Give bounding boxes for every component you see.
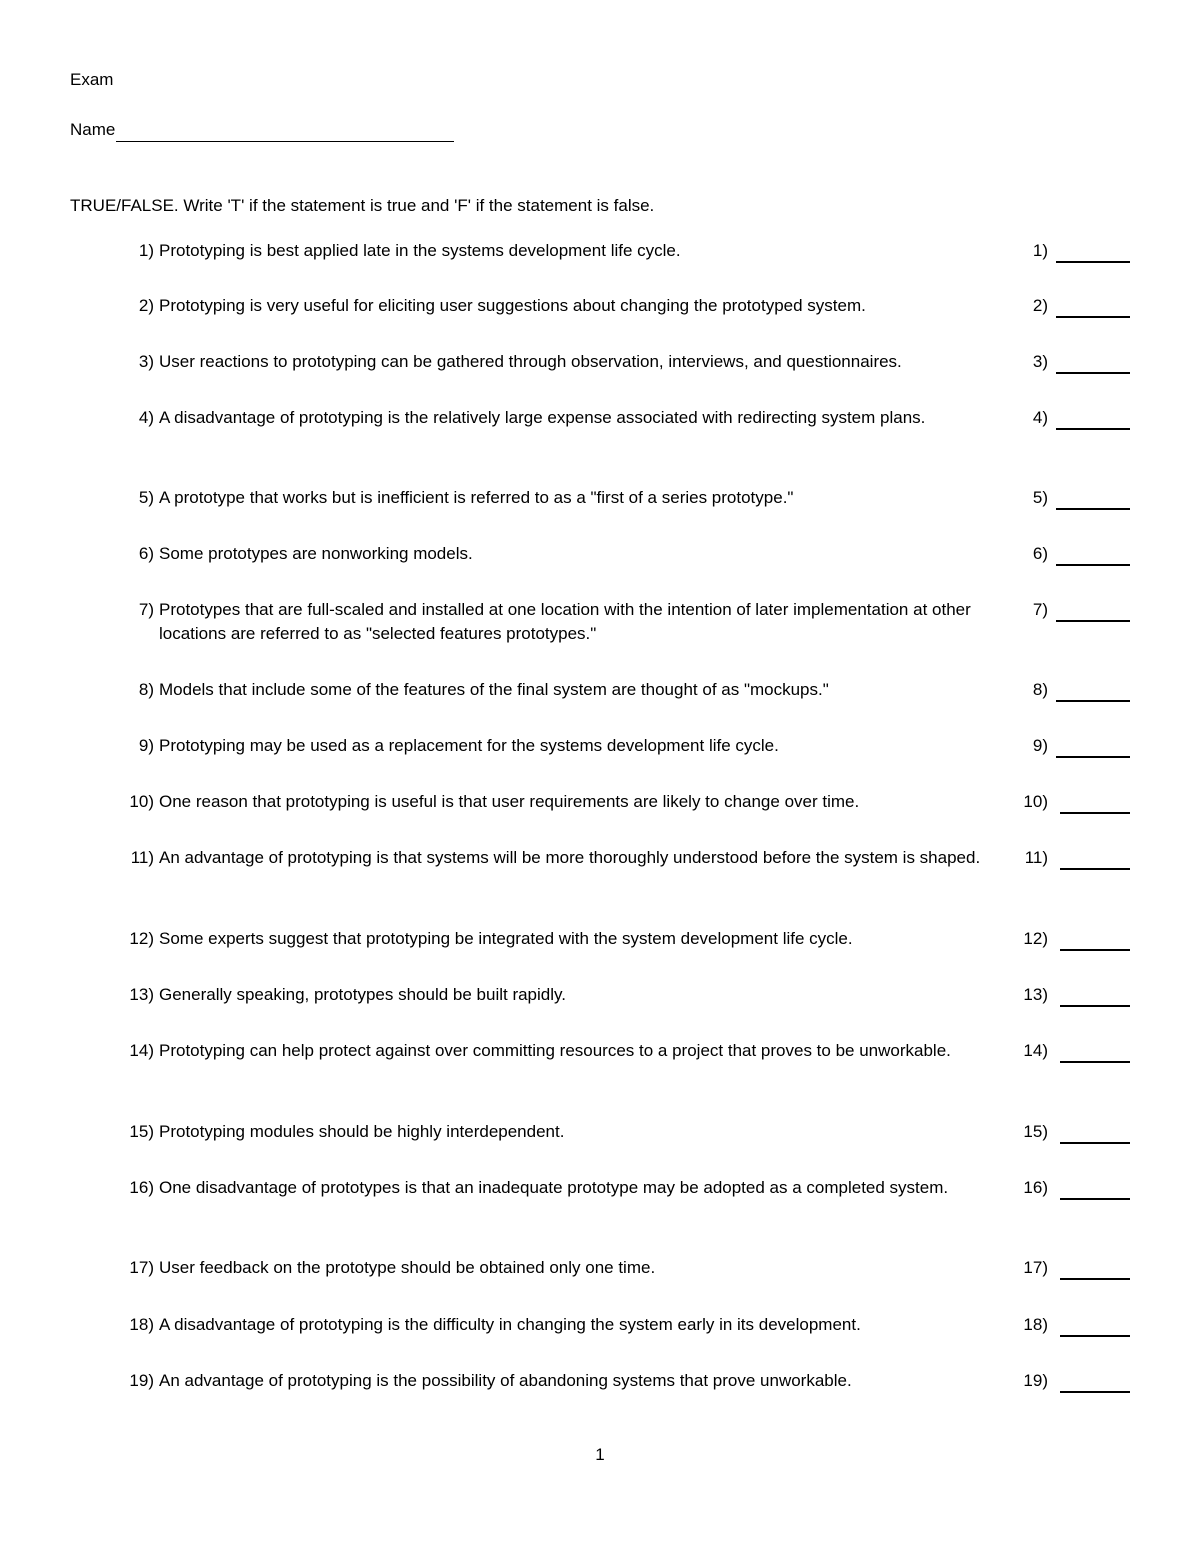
question-text: Prototypes that are full-scaled and installed at one location with the intention of later implementation at other locations are referred to as "selected features prototypes." xyxy=(159,600,971,643)
answer-blank[interactable] xyxy=(1060,949,1130,951)
answer-blank[interactable] xyxy=(1060,812,1130,814)
answer-number: 5) xyxy=(1032,488,1048,507)
answer-number: 19) xyxy=(1023,1371,1048,1390)
answer-blank[interactable] xyxy=(1056,620,1130,622)
question-number: 12) xyxy=(129,929,154,948)
answer-blank[interactable] xyxy=(1060,1005,1130,1007)
answer-number: 3) xyxy=(1032,352,1048,371)
question-number: 11) xyxy=(130,848,154,867)
name-label: Name xyxy=(70,120,116,139)
question-text: User reactions to prototyping can be gathered through observation, interviews, and questionnaires. xyxy=(159,352,902,371)
answer-number: 18) xyxy=(1023,1315,1048,1334)
question-text: Prototyping is best applied late in the systems development life cycle. xyxy=(159,241,681,260)
question-number: 18) xyxy=(129,1315,154,1334)
question-text: A prototype that works but is inefficient is referred to as a "first of a series prototype." xyxy=(159,488,794,507)
answer-number: 11) xyxy=(1024,848,1048,867)
answer-blank[interactable] xyxy=(1056,261,1130,263)
answer-number: 10) xyxy=(1023,792,1048,811)
answer-blank[interactable] xyxy=(1056,564,1130,566)
answer-blank[interactable] xyxy=(1056,316,1130,318)
answer-blank[interactable] xyxy=(1060,1061,1130,1063)
answer-number: 12) xyxy=(1023,929,1048,948)
question-number: 16) xyxy=(129,1178,154,1197)
answer-blank[interactable] xyxy=(1060,868,1130,870)
answer-number: 9) xyxy=(1032,736,1048,755)
question-number: 3) xyxy=(138,352,154,371)
instructions: TRUE/FALSE. Write 'T' if the statement is true and 'F' if the statement is false. xyxy=(70,196,655,215)
answer-number: 16) xyxy=(1023,1178,1048,1197)
question-number: 7) xyxy=(138,600,154,619)
question-text: Prototyping is very useful for eliciting user suggestions about changing the prototyped system. xyxy=(159,296,866,315)
question-number: 19) xyxy=(129,1371,154,1390)
question-text: User feedback on the prototype should be obtained only one time. xyxy=(159,1258,656,1277)
question-text: An advantage of prototyping is that systems will be more thoroughly understood before the system is shaped. xyxy=(159,848,981,867)
answer-number: 1) xyxy=(1032,241,1048,260)
answer-blank[interactable] xyxy=(1060,1278,1130,1280)
question-text: One reason that prototyping is useful is that user requirements are likely to change over time. xyxy=(159,792,860,811)
answer-number: 8) xyxy=(1032,680,1048,699)
answer-number: 15) xyxy=(1023,1122,1048,1141)
answer-blank[interactable] xyxy=(1060,1142,1130,1144)
question-number: 9) xyxy=(138,736,154,755)
question-text: Prototyping can help protect against over committing resources to a project that proves to be unworkable. xyxy=(159,1041,951,1060)
answer-number: 14) xyxy=(1023,1041,1048,1060)
answer-blank[interactable] xyxy=(1056,756,1130,758)
name-blank-line[interactable] xyxy=(116,121,454,142)
answer-blank[interactable] xyxy=(1056,700,1130,702)
question-text: A disadvantage of prototyping is the relatively large expense associated with redirecting system plans. xyxy=(159,408,926,427)
question-number: 8) xyxy=(138,680,154,699)
answer-blank[interactable] xyxy=(1056,372,1130,374)
answer-blank[interactable] xyxy=(1060,1391,1130,1393)
question-number: 5) xyxy=(138,488,154,507)
question-text: Generally speaking, prototypes should be built rapidly. xyxy=(159,985,566,1004)
question-number: 2) xyxy=(138,296,154,315)
question-text: One disadvantage of prototypes is that an inadequate prototype may be adopted as a completed system. xyxy=(159,1178,949,1197)
question-text: Some prototypes are nonworking models. xyxy=(159,544,473,563)
question-text: Prototyping may be used as a replacement for the systems development life cycle. xyxy=(159,736,779,755)
question-text: An advantage of prototyping is the possibility of abandoning systems that prove unworkable. xyxy=(159,1371,852,1390)
question-text: Some experts suggest that prototyping be integrated with the system development life cycle. xyxy=(159,929,853,948)
answer-number: 4) xyxy=(1032,408,1048,427)
answer-number: 2) xyxy=(1032,296,1048,315)
question-number: 14) xyxy=(129,1041,154,1060)
answer-number: 6) xyxy=(1032,544,1048,563)
answer-blank[interactable] xyxy=(1056,508,1130,510)
name-field xyxy=(70,118,454,142)
question-number: 15) xyxy=(129,1122,154,1141)
answer-number: 7) xyxy=(1032,600,1048,619)
question-number: 6) xyxy=(138,544,154,563)
question-text: Models that include some of the features of the final system are thought of as "mockups." xyxy=(159,680,829,699)
answer-number: 17) xyxy=(1023,1258,1048,1277)
answer-blank[interactable] xyxy=(1056,428,1130,430)
question-text: A disadvantage of prototyping is the difficulty in changing the system early in its development. xyxy=(159,1315,861,1334)
question-number: 1) xyxy=(138,241,154,260)
answer-blank[interactable] xyxy=(1060,1335,1130,1337)
question-number: 13) xyxy=(129,985,154,1004)
question-number: 4) xyxy=(138,408,154,427)
answer-blank[interactable] xyxy=(1060,1198,1130,1200)
exam-title: Exam xyxy=(70,70,114,89)
question-number: 17) xyxy=(129,1258,154,1277)
question-number: 10) xyxy=(129,792,154,811)
page-number: 1 xyxy=(595,1445,605,1464)
question-text: Prototyping modules should be highly interdependent. xyxy=(159,1122,565,1141)
answer-number: 13) xyxy=(1023,985,1048,1004)
